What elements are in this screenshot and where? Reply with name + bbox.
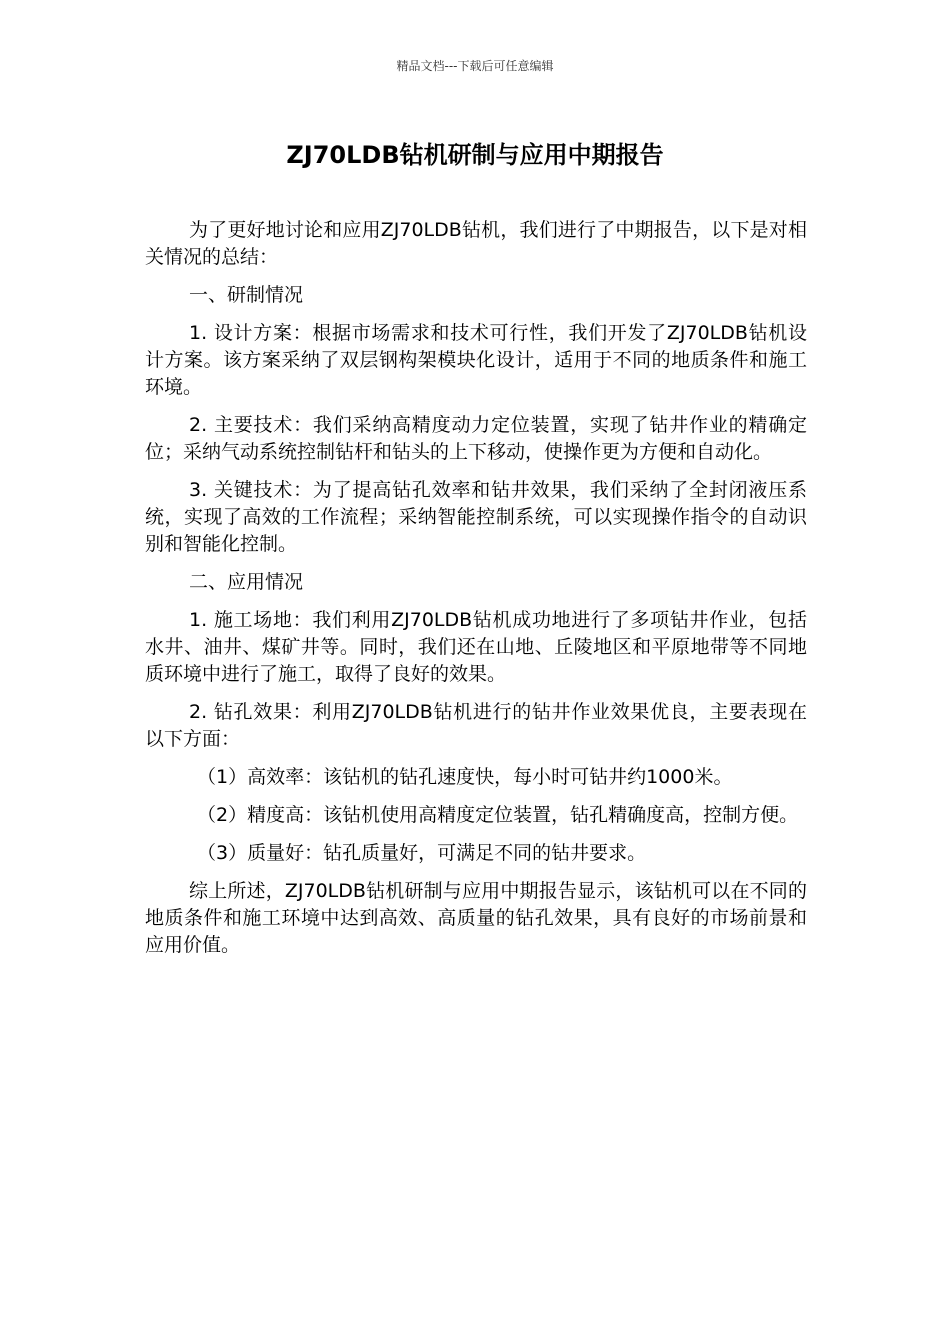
conclusion-paragraph: 综上所述，ZJ70LDB钻机研制与应用中期报告显示，该钻机可以在不同的地质条件和施工环境中达到高效、高质量的钻孔效果，具有良好的市场前景和应用价值。	[145, 880, 807, 956]
paragraph-construction-site: 1. 施工场地：我们利用ZJ70LDB钻机成功地进行了多项钻井作业，包括水井、油井、煤矿井等。同时，我们还在山地、丘陵地区和平原地带等不同地质环境中进行了施工，取得了良好的效果。	[145, 609, 807, 685]
paragraph-main-technology: 2. 主要技术：我们采纳高精度动力定位装置，实现了钻井作业的精确定位；采纳气动系统控制钻杆和钻头的上下移动，使操作更为方便和自动化。	[145, 414, 807, 463]
paragraph-key-technology: 3. 关键技术：为了提高钻孔效率和钻井效果，我们采纳了全封闭液压系统，实现了高效的工作流程；采纳智能控制系统，可以实现操作指令的自动识别和智能化控制。	[145, 479, 807, 555]
paragraph-drilling-effect: 2. 钻孔效果：利用ZJ70LDB钻机进行的钻井作业效果优良，主要表现在以下方面：	[145, 701, 807, 750]
paragraph-design-plan: 1. 设计方案：根据市场需求和技术可行性，我们开发了ZJ70LDB钻机设计方案。该方案采纳了双层钢构架模块化设计，适用于不同的地质条件和施工环境。	[145, 322, 807, 398]
page-header: 精品文档---下载后可任意编辑	[396, 59, 554, 73]
section-heading-application: 二、应用情况	[189, 571, 304, 593]
section-heading-development: 一、研制情况	[189, 284, 304, 306]
intro-paragraph: 为了更好地讨论和应用ZJ70LDB钻机，我们进行了中期报告，以下是对相关情况的总结：	[145, 219, 807, 268]
document-title: ZJ70LDB钻机研制与应用中期报告	[286, 141, 664, 169]
list-item-quality: （3）质量好：钻孔质量好，可满足不同的钻井要求。	[197, 842, 647, 864]
list-item-precision: （2）精度高：该钻机使用高精度定位装置，钻孔精确度高，控制方便。	[197, 804, 799, 826]
document-body	[145, 217, 807, 970]
list-item-efficiency: （1）高效率：该钻机的钻孔速度快，每小时可钻井约1000米。	[197, 766, 733, 788]
